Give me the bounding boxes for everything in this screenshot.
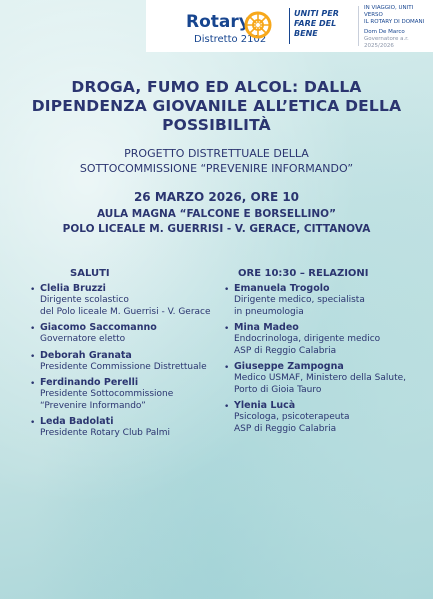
tagline-line-2: IL ROTARY DI DOMANI [364,19,425,25]
speaker-item [30,322,215,346]
rotary-logo [146,4,280,50]
united-slogan [294,9,360,39]
event-subtitle [0,146,433,176]
tagline-line-1: IN VIAGGIO, UNITI VERSO [364,5,414,18]
bullet: • [30,285,36,295]
saluti-column [30,268,215,444]
title-line-1: DROGA, FUMO ED ALCOL: DALLA [71,78,362,96]
relazioni-heading: ORE 10:30 – RELAZIONI [238,268,369,279]
header-divider [289,8,290,44]
speaker-item [224,400,424,435]
speaker-role: ASP di Reggio Calabria [234,423,337,434]
speaker-name: Ylenia Lucà [234,400,296,411]
tagline-small: Governatore a.r. 2025/2026 [364,36,409,49]
subtitle-line-1: PROGETTO DISTRETTUALE DELLA [124,147,309,160]
bullet: • [30,379,36,389]
speaker-role: Dirigente scolastico [40,295,129,305]
bullet: • [224,285,230,295]
district-label: Distretto 2102 [194,34,267,45]
speaker-role: Presidente Sottocommissione [40,389,174,399]
tagline-name: Dom De Marco [364,29,405,35]
rotary-wheel-icon [243,10,273,40]
rotary-wordmark: Rotary [186,12,250,32]
speaker-role: Presidente Rotary Club Palmi [40,428,171,438]
speaker-role: Presidente Commissione Distrettuale [40,361,207,372]
speaker-name: Giuseppe Zampogna [234,361,344,372]
bullet: • [224,402,230,412]
header-banner [146,0,433,52]
speaker-name: Ferdinando Perelli [40,377,139,388]
bullet: • [224,324,230,334]
speaker-role: Porto di Gioia Tauro [234,384,322,395]
united-line-2: FARE DEL [294,19,337,28]
speaker-name: Emanuela Trogolo [234,283,330,294]
speaker-name: Deborah Granata [40,349,132,361]
event-title [0,78,433,135]
relazioni-column [224,268,424,439]
speaker-role: in pneumologia [234,306,304,317]
subtitle-line-2: SOTTOCOMMISSIONE “PREVENIRE INFORMANDO” [79,162,354,175]
speaker-role: Medico USMAF, Ministero della Salute, [234,373,407,383]
speaker-role: Governatore eletto [40,334,126,344]
speaker-role: del Polo liceale M. Guerrisi - V. Gerace [40,306,211,317]
speaker-name: Giacomo Saccomanno [40,322,157,333]
speaker-role: ASP di Reggio Calabria [234,345,337,356]
speaker-item [30,377,215,412]
speaker-item [224,361,424,396]
saluti-heading: SALUTI [70,268,110,279]
united-line-1: UNITI PER [294,9,339,18]
speaker-item [30,416,215,440]
event-venue-hall: AULA MAGNA “FALCONE E BORSELLINO” [97,208,336,220]
speaker-item [224,283,424,318]
speaker-name: Leda Badolati [40,416,114,427]
bullet: • [30,351,36,362]
speaker-item [224,322,424,357]
speaker-item [30,283,215,318]
header-divider-2 [358,6,359,46]
event-date: 26 MARZO 2026, ORE 10 [133,190,300,204]
bullet: • [224,363,230,373]
speaker-item [30,350,215,374]
governor-tagline [364,5,432,50]
speaker-role: “Prevenire Informando” [40,400,146,411]
bullet: • [30,418,36,428]
title-line-2: DIPENDENZA GIOVANILE ALL’ETICA DELLA [31,97,402,115]
speaker-role: Dirigente medico, specialista [234,295,365,305]
speaker-role: Psicologa, psicoterapeuta [234,412,350,422]
speaker-name: Clelia Bruzzi [40,283,106,294]
united-line-3: BENE [294,29,318,38]
speaker-role: Endocrinologa, dirigente medico [234,334,381,344]
bullet: • [30,324,36,334]
title-line-3: POSSIBILITÀ [162,116,271,134]
speaker-name: Mina Madeo [234,322,299,333]
event-venue-school: POLO LICEALE M. GUERRISI - V. GERACE, CITTANOVA [62,223,371,235]
